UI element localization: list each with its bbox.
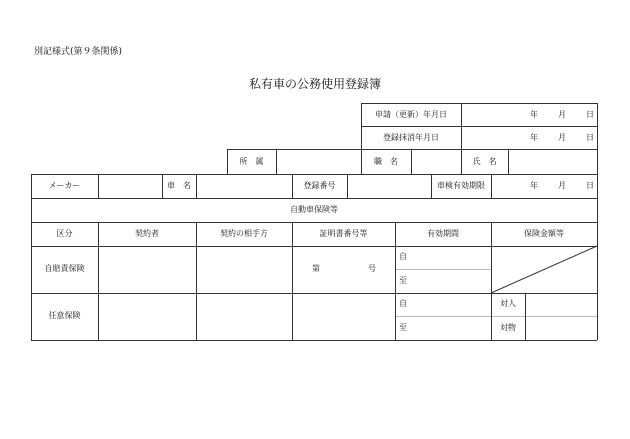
affiliation-label: 所 属 bbox=[239, 157, 264, 166]
insurance-section-title: 自動車保険等 bbox=[290, 205, 338, 214]
inspection-expiry-label: 車検有効期限 bbox=[437, 181, 485, 190]
row-label-optional-insurance: 任意保険 bbox=[48, 311, 81, 320]
rule bbox=[361, 126, 597, 127]
column-header-coverage-amount: 保険金額等 bbox=[524, 229, 564, 238]
column-header-counterparty: 契約の相手方 bbox=[220, 229, 268, 238]
rule bbox=[597, 103, 598, 340]
rule bbox=[31, 246, 597, 247]
deregistration-date-label: 登録抹消年月日 bbox=[383, 133, 439, 142]
application-date-label: 申請（更新）年月日 bbox=[375, 110, 447, 119]
dashed-rule bbox=[395, 269, 491, 270]
registration-number-label: 登録番号 bbox=[303, 181, 336, 190]
rule bbox=[31, 293, 597, 294]
rule bbox=[508, 149, 509, 174]
position-label: 職 名 bbox=[374, 157, 398, 166]
rule bbox=[461, 103, 462, 149]
rule bbox=[227, 149, 597, 150]
period-from-label: 自 bbox=[399, 299, 407, 308]
month-label: 月 bbox=[558, 181, 566, 190]
row-label-compulsory-insurance: 自賠責保険 bbox=[44, 264, 85, 273]
day-label: 日 bbox=[586, 181, 594, 190]
month-label: 月 bbox=[558, 133, 566, 142]
maker-label: メーカー bbox=[48, 181, 81, 190]
year-label: 年 bbox=[530, 181, 538, 190]
rule bbox=[31, 198, 597, 199]
rule bbox=[411, 149, 412, 174]
rule bbox=[98, 174, 99, 198]
month-label: 月 bbox=[558, 110, 566, 119]
column-header-certificate-number: 証明書番号等 bbox=[319, 229, 368, 238]
rule bbox=[292, 222, 293, 340]
period-to-label: 至 bbox=[399, 323, 407, 332]
rule bbox=[347, 174, 348, 198]
page-title: 私有車の公務使用登録簿 bbox=[248, 77, 381, 91]
rule bbox=[31, 340, 597, 341]
rule bbox=[196, 174, 197, 198]
cert-number-prefix: 第 bbox=[312, 264, 320, 273]
year-label: 年 bbox=[530, 133, 538, 142]
day-label: 日 bbox=[586, 133, 594, 142]
rule bbox=[361, 103, 597, 104]
period-from-label: 自 bbox=[399, 252, 407, 261]
period-to-label: 至 bbox=[399, 276, 407, 285]
dashed-rule bbox=[395, 316, 597, 317]
rule bbox=[31, 222, 597, 223]
column-header-category: 区分 bbox=[56, 229, 73, 238]
bodily-injury-label: 対人 bbox=[500, 299, 516, 308]
form-reference: 別記様式(第９条関係) bbox=[34, 47, 123, 57]
rule bbox=[395, 222, 396, 340]
property-damage-label: 対物 bbox=[500, 323, 516, 332]
cert-number-suffix: 号 bbox=[368, 264, 376, 273]
year-label: 年 bbox=[530, 110, 538, 119]
rule bbox=[196, 222, 197, 340]
rule bbox=[525, 293, 526, 340]
name-label: 氏 名 bbox=[472, 157, 497, 166]
rule bbox=[31, 174, 597, 175]
column-header-validity-period: 有効期間 bbox=[427, 229, 459, 238]
rule bbox=[98, 222, 99, 340]
rule bbox=[276, 149, 277, 174]
column-header-policyholder: 契約者 bbox=[135, 229, 159, 238]
rule bbox=[491, 174, 492, 198]
car-name-label: 車 名 bbox=[167, 181, 191, 190]
day-label: 日 bbox=[586, 110, 594, 119]
